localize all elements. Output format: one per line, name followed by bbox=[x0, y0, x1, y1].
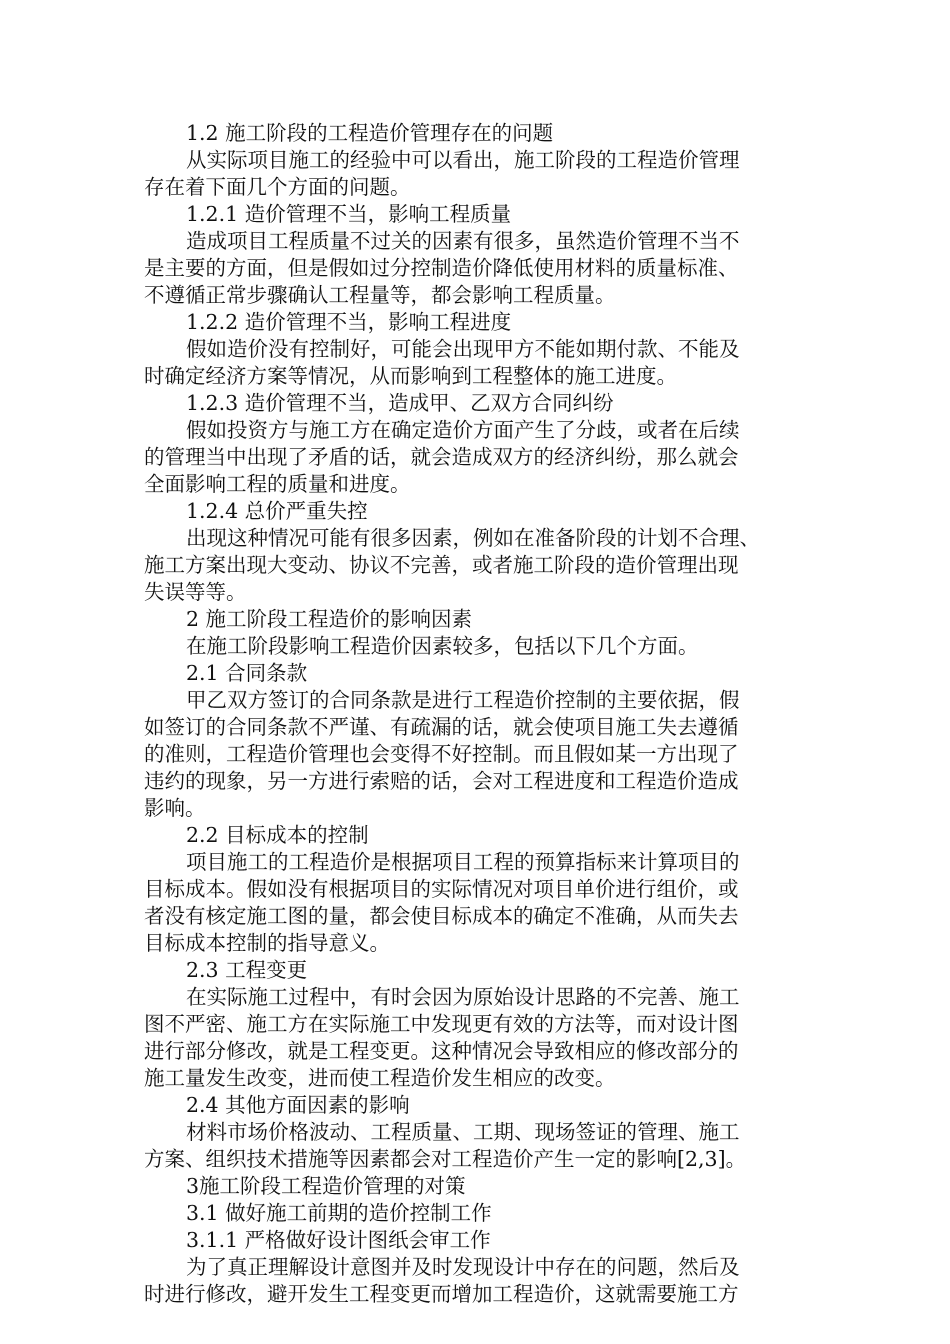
text-line: 假如投资方与施工方在确定造价方面产生了分歧，或者在后续 bbox=[186, 418, 740, 442]
text-line: 甲乙双方签订的合同条款是进行工程造价控制的主要依据，假 bbox=[186, 688, 740, 712]
text-line: 1.2.2 造价管理不当，影响工程进度 bbox=[186, 310, 512, 334]
text-line: 违约的现象，另一方进行索赔的话，会对工程进度和工程造价造成 bbox=[144, 769, 739, 793]
text-line: 2 施工阶段工程造价的影响因素 bbox=[186, 607, 473, 631]
text-line: 不遵循正常步骤确认工程量等，都会影响工程质量。 bbox=[144, 283, 616, 307]
text-line: 图不严密、施工方在实际施工中发现更有效的方法等，而对设计图 bbox=[144, 1012, 739, 1036]
text-line: 进行部分修改，就是工程变更。这种情况会导致相应的修改部分的 bbox=[144, 1039, 739, 1063]
text-line: 1.2 施工阶段的工程造价管理存在的问题 bbox=[186, 121, 554, 145]
text-line: 目标成本控制的指导意义。 bbox=[144, 931, 390, 955]
text-line: 1.2.3 造价管理不当，造成甲、乙双方合同纠纷 bbox=[186, 391, 614, 415]
text-line: 的管理当中出现了矛盾的话，就会造成双方的经济纠纷，那么就会 bbox=[144, 445, 739, 469]
text-line: 3.1 做好施工前期的造价控制工作 bbox=[186, 1201, 492, 1225]
text-line: 造成项目工程质量不过关的因素有很多，虽然造价管理不当不 bbox=[186, 229, 740, 253]
text-line: 施工量发生改变，进而使工程造价发生相应的改变。 bbox=[144, 1066, 616, 1090]
text-line: 2.3 工程变更 bbox=[186, 958, 308, 982]
text-line: 从实际项目施工的经验中可以看出，施工阶段的工程造价管理 bbox=[186, 148, 740, 172]
document-body bbox=[144, 120, 814, 1308]
text-line: 材料市场价格波动、工程质量、工期、现场签证的管理、施工 bbox=[186, 1120, 740, 1144]
text-line: 是主要的方面，但是假如过分控制造价降低使用材料的质量标准、 bbox=[144, 256, 739, 280]
text-line: 出现这种情况可能有很多因素，例如在准备阶段的计划不合理、 bbox=[186, 526, 760, 550]
text-line: 存在着下面几个方面的问题。 bbox=[144, 175, 411, 199]
text-line: 3施工阶段工程造价管理的对策 bbox=[186, 1174, 466, 1198]
text-line: 目标成本。假如没有根据项目的实际情况对项目单价进行组价，或 bbox=[144, 877, 739, 901]
text-line: 时确定经济方案等情况，从而影响到工程整体的施工进度。 bbox=[144, 364, 677, 388]
text-line: 的准则，工程造价管理也会变得不好控制。而且假如某一方出现了 bbox=[144, 742, 739, 766]
text-line: 全面影响工程的质量和进度。 bbox=[144, 472, 411, 496]
text-line: 2.1 合同条款 bbox=[186, 661, 308, 685]
text-line: 如签订的合同条款不严谨、有疏漏的话，就会使项目施工失去遵循 bbox=[144, 715, 739, 739]
text-line: 在施工阶段影响工程造价因素较多，包括以下几个方面。 bbox=[186, 634, 699, 658]
text-line: 施工方案出现大变动、协议不完善，或者施工阶段的造价管理出现 bbox=[144, 553, 739, 577]
text-line: 在实际施工过程中，有时会因为原始设计思路的不完善、施工 bbox=[186, 985, 740, 1009]
text-line: 假如造价没有控制好，可能会出现甲方不能如期付款、不能及 bbox=[186, 337, 740, 361]
text-line: 3.1.1 严格做好设计图纸会审工作 bbox=[186, 1228, 491, 1252]
text-line: 2.2 目标成本的控制 bbox=[186, 823, 369, 847]
text-line: 为了真正理解设计意图并及时发现设计中存在的问题，然后及 bbox=[186, 1255, 740, 1279]
text-line: 1.2.4 总价严重失控 bbox=[186, 499, 368, 523]
text-line: 1.2.1 造价管理不当，影响工程质量 bbox=[186, 202, 512, 226]
text-line: 2.4 其他方面因素的影响 bbox=[186, 1093, 410, 1117]
text-line: 者没有核定施工图的量，都会使目标成本的确定不准确，从而失去 bbox=[144, 904, 739, 928]
text-line: 项目施工的工程造价是根据项目工程的预算指标来计算项目的 bbox=[186, 850, 740, 874]
text-line: 失误等等。 bbox=[144, 580, 247, 604]
text-line: 影响。 bbox=[144, 796, 206, 820]
text-line: 方案、组织技术措施等因素都会对工程造价产生一定的影响[2,3]。 bbox=[144, 1147, 747, 1171]
text-line: 时进行修改，避开发生工程变更而增加工程造价，这就需要施工方 bbox=[144, 1282, 739, 1306]
